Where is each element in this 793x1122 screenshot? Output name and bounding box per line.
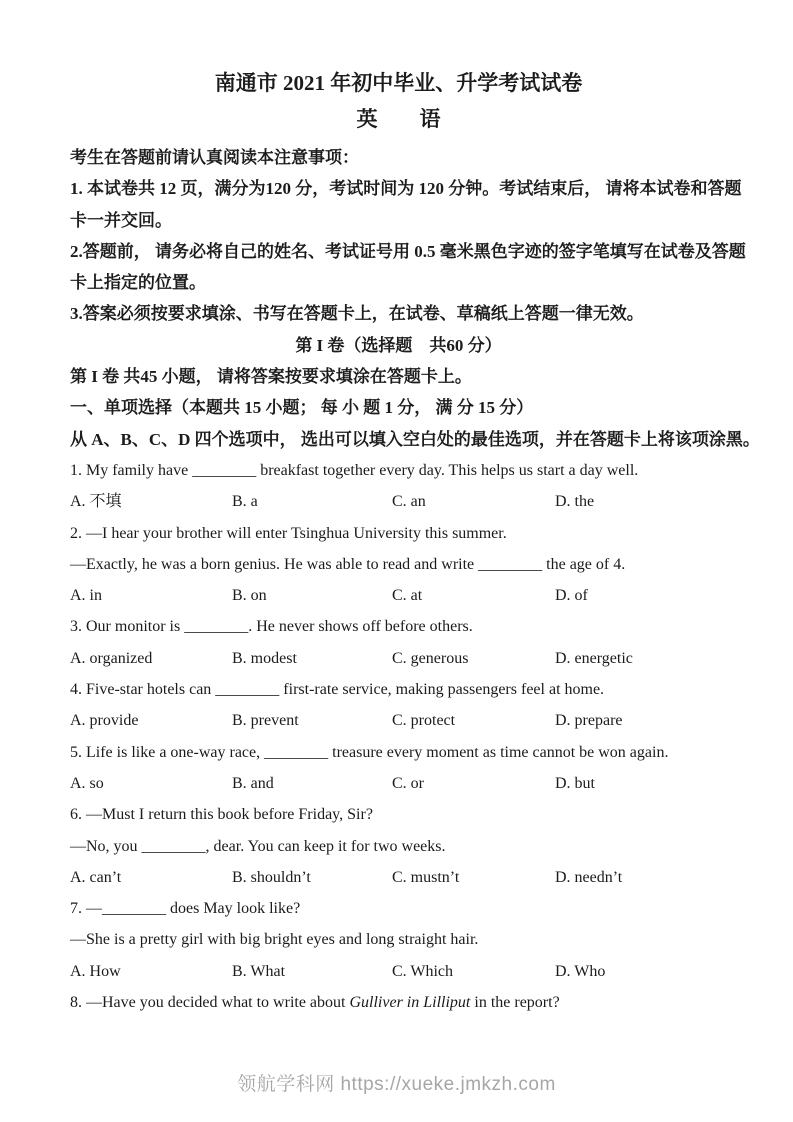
part1-header: 第 I 卷（选择题 共60 分）	[295, 335, 502, 355]
notice-item-2	[70, 236, 746, 299]
question-2-stem-line-2: —Exactly, he was a born genius. He was able to read and write ________ the age of 4.	[70, 555, 626, 573]
question-6-option-a: A. can’t	[70, 868, 122, 886]
question-5-option-d: D. but	[555, 774, 595, 792]
watermark: 领航学科网 https://xueke.jmkzh.com	[237, 1074, 556, 1095]
question-8-stem	[70, 987, 727, 1018]
notice-item-3	[70, 298, 727, 329]
notice-item-3-line-1: 3.答案必须按要求填涂、书写在答题卡上，在试卷、草稿纸上答题一律无效。	[70, 304, 644, 324]
section1-title: 一、单项选择（本题共 15 小题； 每 小 题 1 分， 满 分 15 分）	[70, 398, 534, 418]
question-6-stem-line-1: 6. —Must I return this book before Friday, Sir?	[70, 806, 373, 824]
question-7-option-d: D. Who	[555, 962, 606, 980]
question-7-option-a: A. How	[70, 962, 121, 980]
exam-body	[70, 142, 760, 1018]
question-2-options	[70, 580, 727, 611]
question-3-stem: 3. Our monitor is ________. He never shows off before others.	[70, 618, 473, 636]
question-4-options	[70, 705, 727, 736]
question-3-option-d: D. energetic	[555, 649, 633, 667]
question-2-option-c: C. at	[392, 587, 423, 605]
question-4-option-b: B. prevent	[232, 712, 299, 730]
question-3-option-b: B. modest	[232, 649, 297, 667]
question-4	[70, 674, 727, 737]
notice-item-1-line-1: 1. 本试卷共 12 页，满分为120 分，考试时间为 120 分钟。考试结束后， 请将本试卷和答题	[70, 179, 742, 199]
question-6-options	[70, 862, 727, 893]
section1-instruction: 从 A、B、C、D 四个选项中， 选出可以填入空白处的最佳选项，并在答题卡上将该项涂黑。	[70, 429, 760, 449]
part1-note: 第 I 卷 共45 小题， 请将答案按要求填涂在答题卡上。	[70, 367, 472, 387]
question-6-stem-line-2: —No, you ________, dear. You can keep it for two weeks.	[70, 837, 446, 855]
exam-title: 南通市 2021 年初中毕业、升学考试试卷	[214, 71, 583, 95]
question-2-option-d: D. of	[555, 587, 588, 605]
question-4-option-d: D. prepare	[555, 712, 623, 730]
question-4-stem: 4. Five-star hotels can ________ first-rate service, making passengers feel at home.	[70, 681, 605, 699]
question-1-option-d: D. the	[555, 493, 595, 511]
question-5-options	[70, 768, 727, 799]
question-7-option-b: B. What	[232, 962, 286, 980]
notice-item-2-line-2: 卡上指定的位置。	[70, 273, 206, 293]
question-2-option-b: B. on	[232, 587, 267, 605]
question-5-option-a: A. so	[70, 774, 104, 792]
question-6	[70, 799, 727, 893]
question-7	[70, 893, 727, 987]
question-3-option-a: A. organized	[70, 649, 153, 667]
question-8-stem-book-title: Gulliver in Lilliput	[349, 994, 471, 1012]
question-6-option-c: C. mustn’t	[392, 868, 460, 886]
question-4-option-a: A. provide	[70, 712, 139, 730]
question-7-options	[70, 956, 727, 987]
question-5-option-b: B. and	[232, 774, 274, 792]
notice-item-2-line-1: 2.答题前， 请务必将自己的姓名、考试证号用 0.5 毫米黑色字迹的签字笔填写在试卷及答题	[70, 241, 746, 261]
question-2	[70, 518, 727, 612]
question-1	[70, 455, 727, 518]
question-1-option-b: B. a	[232, 493, 258, 511]
question-5	[70, 737, 727, 800]
question-8	[70, 987, 727, 1018]
question-1-stem: 1. My family have ________ breakfast together every day. This helps us start a day well.	[70, 461, 639, 479]
exam-subject: 英 语	[356, 107, 441, 131]
question-8-stem-suffix: in the report?	[470, 994, 560, 1012]
question-1-options	[70, 486, 727, 517]
question-3-options	[70, 643, 727, 674]
question-1-option-a: A. 不填	[70, 493, 122, 511]
notice-heading: 考生在答题前请认真阅读本注意事项：	[70, 148, 359, 167]
question-2-option-a: A. in	[70, 587, 102, 605]
notice-item-1-line-2: 卡一并交回。	[70, 210, 172, 230]
question-1-option-c: C. an	[392, 493, 426, 511]
question-5-stem: 5. Life is like a one-way race, ________ treasure every moment as time cannot be won again.	[70, 743, 669, 761]
question-2-stem-line-1: 2. —I hear your brother will enter Tsinghua University this summer.	[70, 524, 507, 542]
question-7-stem-line-2: —She is a pretty girl with big bright eyes and long straight hair.	[70, 931, 479, 949]
question-5-option-c: C. or	[392, 774, 424, 792]
question-7-option-c: C. Which	[392, 962, 454, 980]
question-7-stem-line-1: 7. —________ does May look like?	[70, 900, 301, 918]
question-6-option-d: D. needn’t	[555, 868, 623, 886]
question-4-option-c: C. protect	[392, 712, 456, 730]
question-8-stem-prefix: 8. —Have you decided what to write about	[70, 994, 350, 1012]
notice-item-1	[70, 173, 742, 236]
question-3	[70, 611, 727, 674]
question-6-option-b: B. shouldn’t	[232, 868, 311, 886]
question-3-option-c: C. generous	[392, 649, 469, 667]
